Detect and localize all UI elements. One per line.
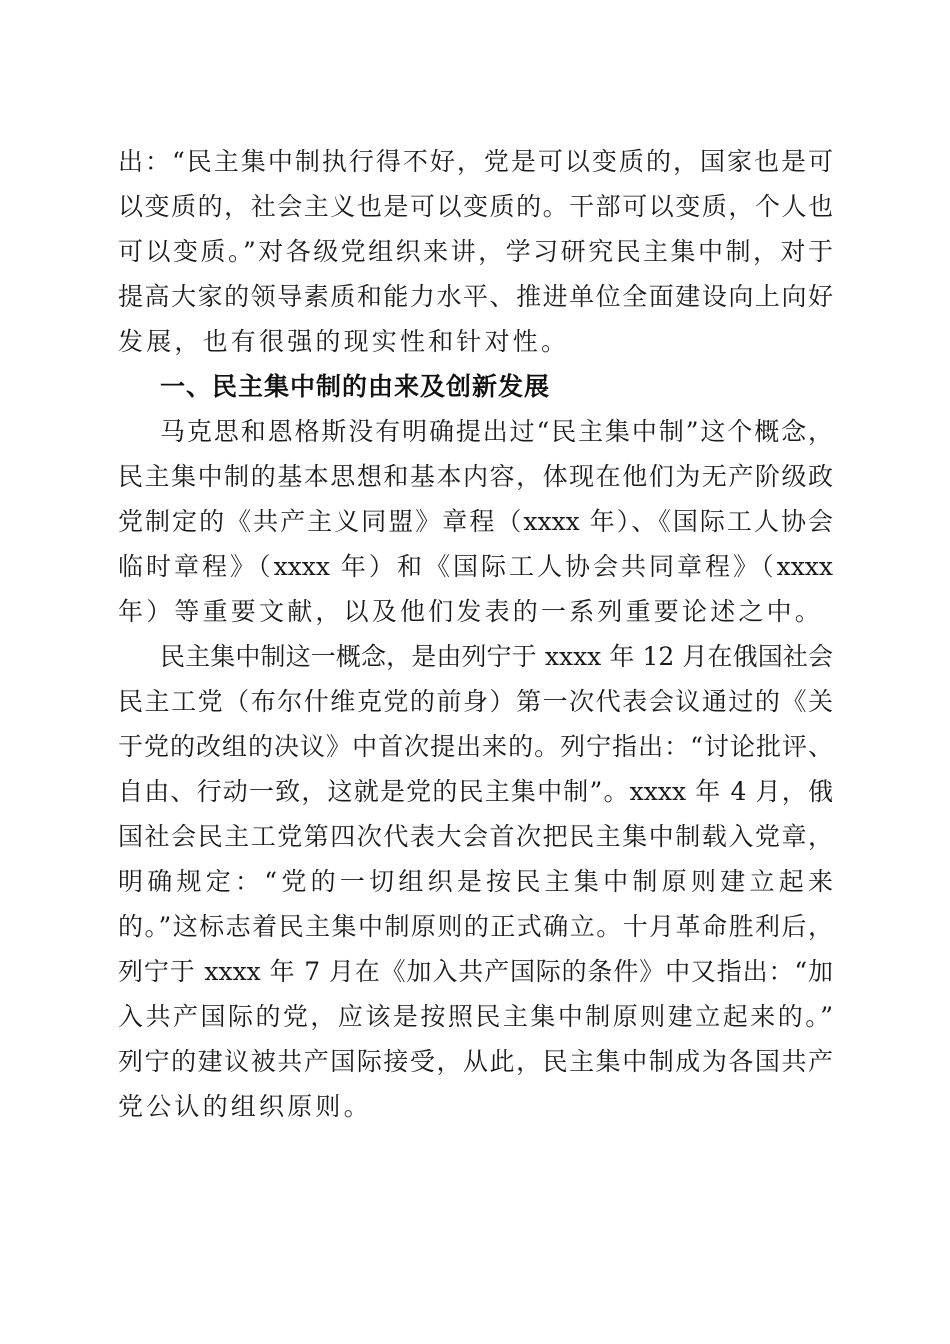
paragraph-1-line-5: 发展，也有很强的现实性和针对性。 xyxy=(118,327,570,356)
paragraph-1-line-1: 出：“民主集中制执行得不好，党是可以变质的，国家也是可 xyxy=(118,147,833,176)
paragraph-3-line-10: 列宁的建议被共产国际接受，从此，民主集中制成为各国共产 xyxy=(118,1047,833,1076)
paragraph-3-line-3: 于党的改组的决议》中首次提出来的。列宁指出：“讨论批评、 xyxy=(118,732,833,761)
paragraph-1-line-3: 可以变质。”对各级党组织来讲，学习研究民主集中制，对于 xyxy=(118,237,833,266)
paragraph-3-line-5: 国社会民主工党第四次代表大会首次把民主集中制载入党章， xyxy=(118,822,833,851)
paragraph-3-line-4: 自由、行动一致，这就是党的民主集中制”。xxxx 年 4 月，俄 xyxy=(118,777,833,806)
paragraph-3-line-7: 的。”这标志着民主集中制原则的正式确立。十月革命胜利后， xyxy=(118,912,833,941)
paragraph-3-line-2: 民主工党（布尔什维克党的前身）第一次代表会议通过的《关 xyxy=(118,687,833,716)
paragraph-1-line-2: 以变质的，社会主义也是可以变质的。干部可以变质，个人也 xyxy=(118,192,833,221)
paragraph-2-line-3: 党制定的《共产主义同盟》章程（xxxx 年）、《国际工人协会 xyxy=(118,507,833,536)
paragraph-3-line-1: 民主集中制这一概念，是由列宁于 xxxx 年 12 月在俄国社会 xyxy=(160,642,833,671)
paragraph-3-line-11: 党公认的组织原则。 xyxy=(118,1092,372,1121)
paragraph-2-line-4: 临时章程》（xxxx 年）和《国际工人协会共同章程》（xxxx xyxy=(118,552,833,581)
paragraph-2-line-2: 民主集中制的基本思想和基本内容，体现在他们为无产阶级政 xyxy=(118,462,833,491)
paragraph-1-line-4: 提高大家的领导素质和能力水平、推进单位全面建设向上向好 xyxy=(118,282,833,311)
paragraph-2-line-5: 年）等重要文献，以及他们发表的一系列重要论述之中。 xyxy=(118,597,824,626)
paragraph-3-line-8: 列宁于 xxxx 年 7 月在《加入共产国际的条件》中又指出：“加 xyxy=(118,957,833,986)
paragraph-3-line-6: 明确规定：“党的一切组织是按民主集中制原则建立起来 xyxy=(118,867,833,896)
paragraph-3-line-9: 入共产国际的党，应该是按照民主集中制原则建立起来的。” xyxy=(118,1002,833,1031)
section-heading: 一、民主集中制的由来及创新发展 xyxy=(160,372,551,401)
paragraph-2-line-1: 马克思和恩格斯没有明确提出过“民主集中制”这个概念， xyxy=(160,417,833,446)
